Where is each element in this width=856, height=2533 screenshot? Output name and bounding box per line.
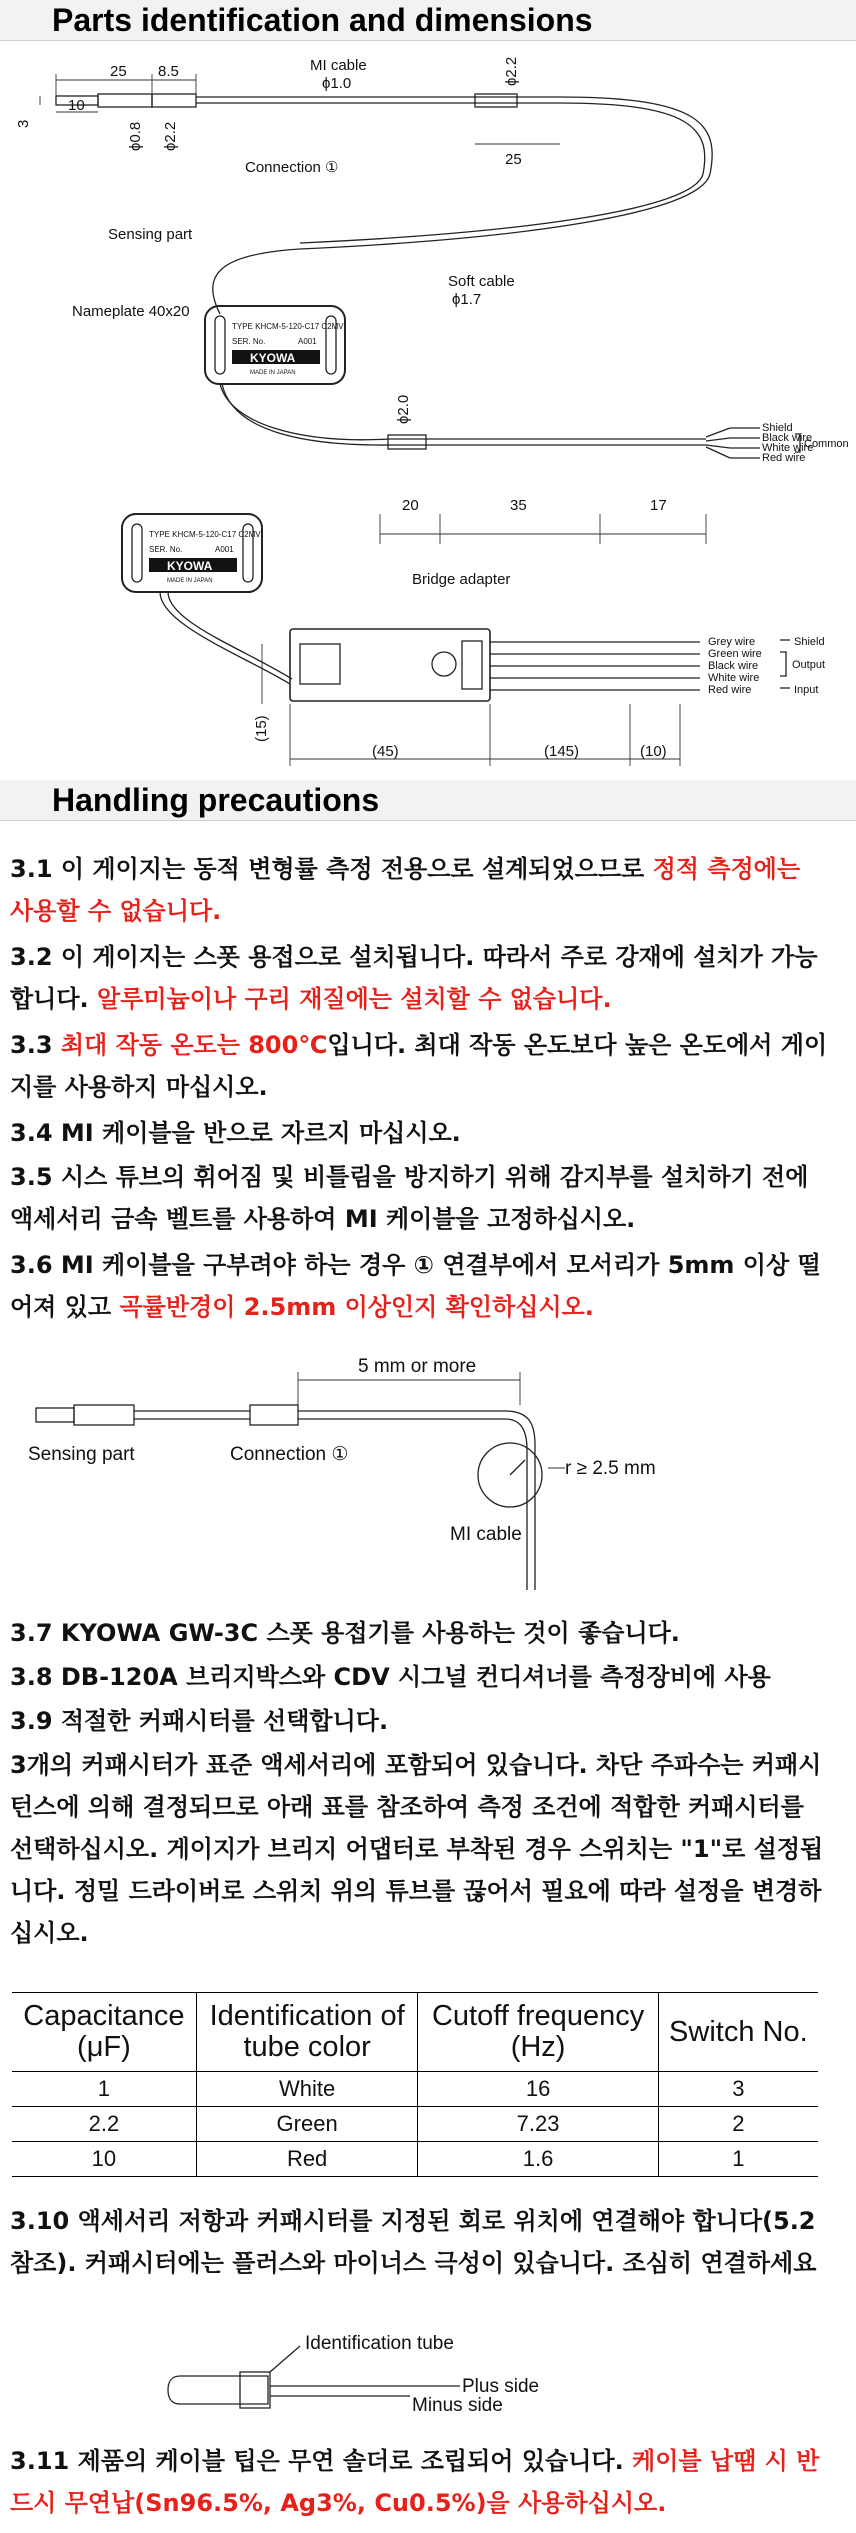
label-input: Input (794, 684, 819, 696)
label-green-wire: Green wire (708, 648, 762, 660)
cap-plus-label: Plus side (462, 2376, 540, 2397)
para-3-8: 3.8 DB-120A 브리지박스와 CDV 시그널 컨디셔너를 측정장비에 사용 (10, 1663, 771, 1691)
para-warning: 알루미늄이나 구리 재질에는 설치할 수 없습니다. (97, 985, 612, 1013)
cap-minus-label: Minus side (412, 2395, 503, 2416)
para-3-6 (10, 1244, 830, 1328)
label-white-wire: White wire (762, 442, 814, 454)
section-title: Handling precautions (52, 782, 380, 818)
plate1-made: MADE IN JAPAN (250, 370, 296, 376)
plate2-serno: A001 (215, 545, 234, 554)
label-nameplate: Nameplate 40x20 (72, 303, 190, 320)
para-text: 3.3 (10, 1031, 61, 1059)
cell-tube-color: White (196, 2072, 418, 2107)
dim-10b: (10) (640, 743, 667, 760)
para-text: 입니다. 최대 작동 온도보다 높은 온도에서 게이지를 사용하지 마십시오. (10, 1031, 828, 1101)
col-cutoff-frequency: Cutoff frequency (Hz) (418, 1993, 658, 2072)
plate2-made: MADE IN JAPAN (167, 578, 213, 584)
cell-tube-color: Red (196, 2142, 418, 2177)
plate2-type: TYPE KHCM-5-120-C17 C2MV (149, 530, 261, 539)
dim-15: (15) (253, 715, 270, 742)
col-capacitance: Capacitance (μF) (12, 1993, 196, 2072)
table-header-row (12, 1993, 818, 2072)
label-output: Output (792, 659, 826, 671)
para-text: 3.6 MI 케이블을 구부려야 하는 경우 ① 연결부에서 모서리가 5mm 이상 떨어져 있고 (10, 1251, 821, 1321)
plate1-ser: SER. No. (232, 337, 266, 346)
label-red-wire2: Red wire (708, 684, 752, 696)
dim-17: 17 (650, 497, 667, 514)
label-connection: Connection ① (245, 159, 339, 176)
table-row (12, 2142, 818, 2177)
plate1-type: TYPE KHCM-5-120-C17 C2MV (232, 322, 344, 331)
para-warning: 최대 작동 온도는 800℃ (60, 1031, 328, 1059)
plate2-ser: SER. No. (149, 545, 183, 554)
dim-d08: ϕ0.8 (127, 121, 144, 151)
cap-tube-label: Identification tube (305, 2333, 454, 2354)
bend-sensing: Sensing part (28, 1444, 135, 1465)
cell-cutoff: 1.6 (418, 2142, 658, 2177)
cell-switch: 3 (658, 2072, 818, 2107)
para-3-3 (10, 1024, 830, 1108)
dim-d22-left: ϕ2.2 (162, 121, 179, 151)
dim-20: 20 (402, 497, 419, 514)
cell-capacitance: 1 (12, 2072, 196, 2107)
para-text: 3.1 이 게이지는 동적 변형률 측정 전용으로 설계되었으므로 (10, 855, 653, 883)
capacitor-table (12, 1992, 818, 2177)
dim-25-top: 25 (110, 63, 127, 80)
capacitor-diagram (0, 2326, 856, 2416)
cell-cutoff: 16 (418, 2072, 658, 2107)
parts-diagram (0, 44, 856, 766)
para-3-10: 3.10 액세서리 저항과 커패시터를 지정된 회로 위치에 연결해야 합니다(5.2 참조). 커패시터에는 플러스와 마이너스 극성이 있습니다. 조심히 연결하세요 (10, 2207, 817, 2277)
label-mi-dia: ϕ1.0 (322, 75, 352, 92)
dim-d20: ϕ2.0 (395, 394, 412, 424)
para-warning: 케이블 납땜 시 반드시 무연납(Sn96.5%, Ag3%, Cu0.5%)을 사용하십시오. (10, 2447, 820, 2517)
col-tube-color: Identification of tube color (196, 1993, 418, 2072)
para-3-7: 3.7 KYOWA GW-3C 스폿 용접기를 사용하는 것이 좋습니다. (10, 1619, 680, 1647)
para-3-11 (10, 2440, 830, 2524)
para-warning: 정적 측정에는 사용할 수 없습니다. (10, 855, 801, 925)
dim-45: (45) (372, 743, 399, 760)
col-switch-no: Switch No. (658, 1993, 818, 2072)
dim-145: (145) (544, 743, 580, 760)
cell-switch: 1 (658, 2142, 818, 2177)
label-black-wire: Black wire (762, 432, 813, 444)
cell-capacitance: 2.2 (12, 2107, 196, 2142)
label-sensing-part: Sensing part (108, 226, 193, 243)
para-3-9: 3.9 적절한 커패시터를 선택합니다. (10, 1707, 389, 1735)
section-header-parts (0, 0, 856, 41)
para-warning: 곡률반경이 2.5mm 이상인지 확인하십시오. (119, 1293, 594, 1321)
para-3-1 (10, 848, 830, 932)
section-title: Parts identification and dimensions (52, 2, 593, 38)
cell-switch: 2 (658, 2107, 818, 2142)
label-bridge-adapter: Bridge adapter (412, 571, 511, 588)
cell-cutoff: 7.23 (418, 2107, 658, 2142)
plate1-brand: KYOWA (250, 351, 296, 365)
label-red-wire: Red wire (762, 452, 806, 464)
table-row (12, 2107, 818, 2142)
label-shield2: Shield (794, 636, 825, 648)
label-black-wire2: Black wire (708, 660, 759, 672)
label-shield: Shield (762, 422, 793, 434)
dim-10: 10 (68, 97, 85, 114)
para-text: 3.2 이 게이지는 스폿 용접으로 설치됩니다. 따라서 주로 강재에 설치가 가능합니다. (10, 943, 818, 1013)
dim-25-right: 25 (505, 151, 522, 168)
dim-8-5: 8.5 (158, 63, 179, 80)
label-mi-cable: MI cable (310, 57, 367, 74)
section-header-handling (0, 780, 856, 821)
plate1-serno: A001 (298, 337, 317, 346)
dim-3: 3 (15, 119, 32, 128)
bend-radius: r ≥ 2.5 mm (565, 1458, 656, 1479)
label-common: Common (804, 438, 849, 450)
label-grey-wire: Grey wire (708, 636, 756, 648)
para-3-9-detail: 3개의 커패시터가 표준 액세서리에 포함되어 있습니다. 차단 주파수는 커패시턴스에 의해 결정되므로 아래 표를 참조하여 측정 조건에 적합한 커패시터를 선택하십시오. 게이지가 브리지 어댑터로 부착된 경우 스위치는 "1"로 설정됩니다. 정밀 드라이버로 스위치 위의 튜브를 끊어서 필요에 따라 설정을 변경하십시오. (10, 1751, 824, 1947)
cell-capacitance: 10 (12, 2142, 196, 2177)
cell-tube-color: Green (196, 2107, 418, 2142)
para-text: 3.11 제품의 케이블 팁은 무연 솔더로 조립되어 있습니다. (10, 2447, 633, 2475)
para-3-5: 3.5 시스 튜브의 휘어짐 및 비틀림을 방지하기 위해 감지부를 설치하기 전에 액세서리 금속 벨트를 사용하여 MI 케이블을 고정하십시오. (10, 1163, 809, 1233)
bend-dim: 5 mm or more (358, 1356, 477, 1377)
bend-mi-cable: MI cable (450, 1524, 522, 1545)
label-soft-dia: ϕ1.7 (452, 291, 482, 308)
dim-d22-right: ϕ2.2 (503, 56, 520, 86)
para-3-2 (10, 936, 830, 1020)
para-3-4: 3.4 MI 케이블을 반으로 자르지 마십시오. (10, 1119, 461, 1147)
bending-diagram (0, 1350, 856, 1600)
label-soft-cable: Soft cable (448, 273, 515, 290)
bend-connection: Connection ① (230, 1444, 349, 1465)
table-row (12, 2072, 818, 2107)
dim-35: 35 (510, 497, 527, 514)
label-white-wire2: White wire (708, 672, 760, 684)
plate2-brand: KYOWA (167, 559, 213, 573)
